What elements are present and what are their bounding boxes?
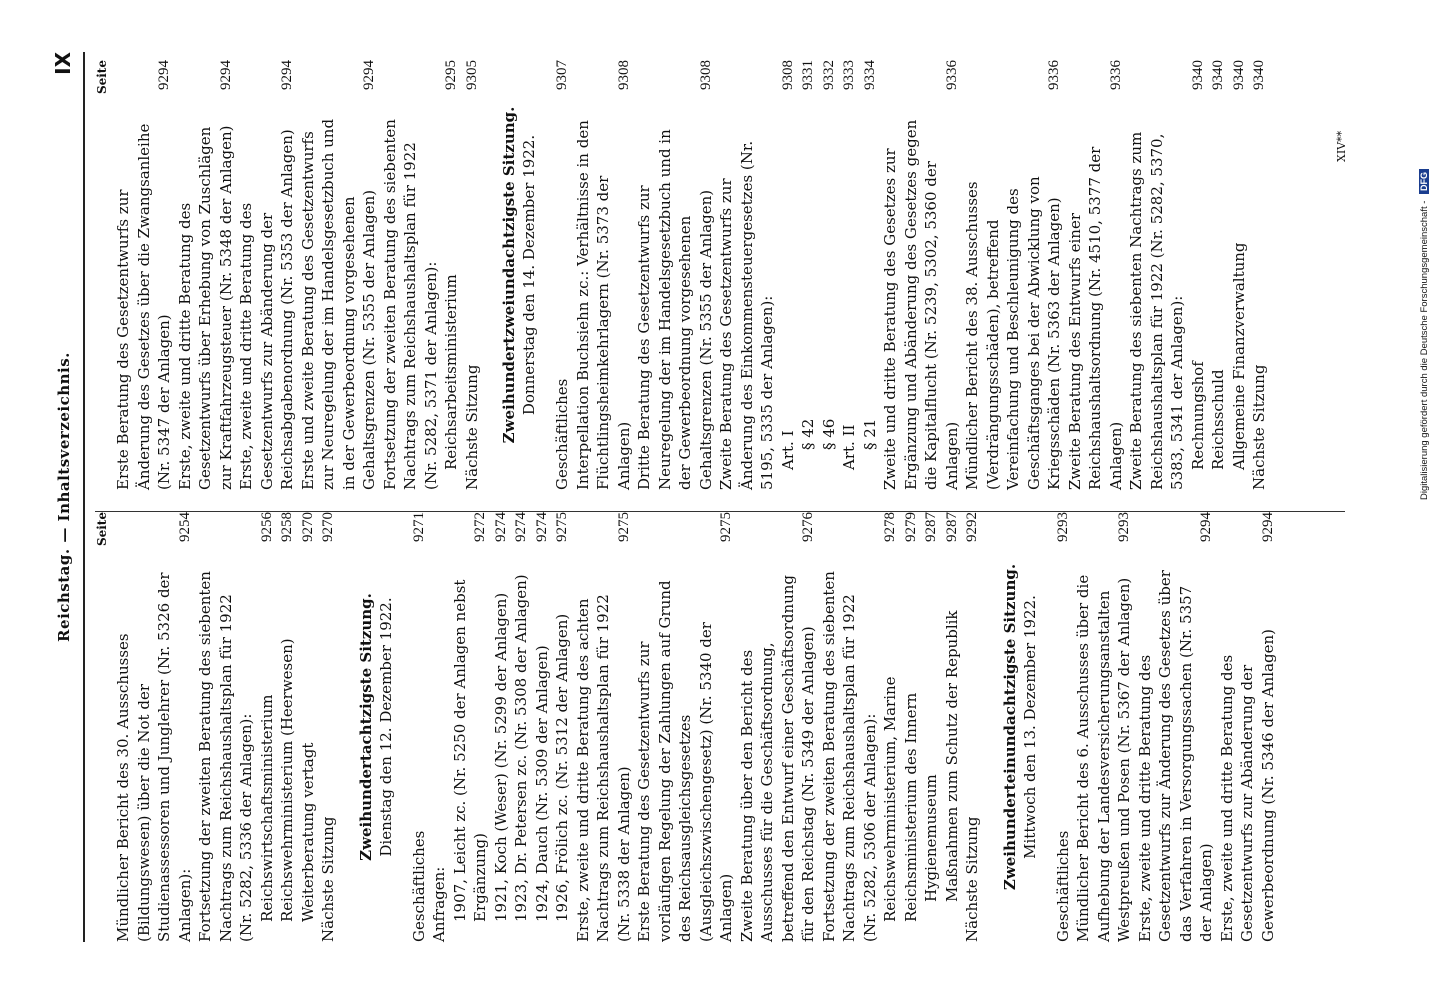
toc-page-number: 9276	[800, 512, 816, 542]
toc-entry	[113, 512, 195, 942]
toc-entry	[819, 60, 840, 490]
toc-entry	[532, 512, 553, 942]
session-heading: Zweihundertachtzigste Sitzung.	[356, 593, 375, 861]
toc-page-number: 9274	[492, 512, 509, 542]
toc-entry	[298, 60, 380, 490]
toc-page-number: 9279	[902, 512, 919, 542]
toc-entry-text: Geschäftliches	[409, 830, 428, 942]
toc-entry-text: Zweite Beratung des siebenten Nachtrags zum Reichshaushaltsplan für 1922 (Nr. 5282, 5370, 5383, 5341 der Anlagen):	[1127, 131, 1186, 490]
toc-entry	[1135, 512, 1217, 942]
toc-entry-text: Nächste Sitzung	[1250, 364, 1268, 490]
toc-entry-text: Erste, zweite und dritte Beratung des Gesetzentwurfs über Erhebung von Zuschlägen zur Kraftfahrzeugsteuer (Nr. 5348 der Anlagen)	[175, 125, 235, 490]
toc-entry	[1188, 60, 1209, 490]
toc-page-number: 9294	[217, 60, 234, 90]
toc-page-number: 9274	[533, 512, 550, 542]
toc-page-number: 9293	[1054, 512, 1071, 542]
toc-page-number: 9293	[1116, 512, 1132, 542]
toc-page-number: 9305	[463, 60, 480, 90]
toc-entry	[798, 60, 819, 490]
page-number: IX	[51, 52, 75, 75]
toc-page-number: 9274	[513, 512, 529, 542]
toc-entry	[839, 60, 860, 490]
toc-entry	[942, 512, 963, 942]
toc-entry	[552, 60, 573, 490]
toc-entry-text: Erste, zweite und dritte Beratung des Gesetzentwurfs zur Abänderung der Gewerbeordnung (Nr. 5346 der Anlagen)	[1217, 628, 1277, 942]
toc-page-number: 9294	[156, 60, 172, 90]
toc-entry	[573, 512, 635, 942]
toc-entry-text: Erste, zweite und dritte Beratung des Gesetzentwurfs zur Abänderung der Reichsabgabenordnung (Nr. 5353 der Anlagen)	[237, 129, 296, 490]
toc-entry-text: Reichswehrministerium, Marine	[881, 676, 899, 922]
toc-entry	[113, 60, 175, 490]
toc-entry-text: § 21	[860, 418, 879, 450]
toc-entry	[298, 512, 319, 942]
toc-entry-text: 1924, Dauch (Nr. 5309 der Anlagen)	[532, 645, 551, 922]
toc-entry	[880, 60, 962, 490]
toc-page-number: 9295	[443, 60, 459, 90]
column-page-label: Seite	[95, 512, 109, 547]
toc-entry-text: Reichswehrministerium (Heerwesen)	[278, 638, 296, 922]
toc-entry	[511, 512, 532, 942]
toc-entry	[462, 60, 483, 490]
toc-entry	[819, 512, 881, 942]
toc-page-number: 9308	[615, 60, 632, 90]
session-date: Donnerstag den 14. Dezember 1922.	[520, 134, 538, 416]
toc-entry	[429, 512, 450, 942]
dfg-logo: DFG	[1419, 169, 1429, 194]
toc-entry-text: Nächste Sitzung	[462, 364, 481, 490]
toc-entry-text: Zweite Beratung über den Bericht des Ausschusses für die Geschäftsordnung, betreffend den Entwurf einer Geschäftsordnung für den Reichstag (Nr. 5349 der Anlagen)	[737, 574, 817, 942]
session-date: Dienstag den 12. Dezember 1922.	[376, 597, 395, 857]
toc-page-number: 9294	[1259, 512, 1276, 542]
toc-page-number: 9278	[882, 512, 898, 542]
toc-entry	[236, 60, 298, 490]
toc-entry-text: Zweite Beratung des Entwurfs einer Reichshaushaltsordnung (Nr. 4510, 5377 der Anlagen)	[1065, 146, 1125, 490]
toc-entry-text: Reichsschuld	[1209, 369, 1227, 470]
toc-entry	[778, 60, 799, 490]
toc-entry	[634, 60, 716, 490]
column-divider	[95, 511, 1345, 512]
column-page-label: Seite	[95, 60, 109, 95]
toc-entry-text: Art. II	[840, 424, 858, 470]
toc-entry-text: 1921, Koch (Weser) (Nr. 5299 der Anlagen)	[491, 592, 510, 922]
toc-entry-text: Erste, zweite und dritte Beratung des achten Nachtrags zum Reichshaushaltsplan für 1922 (Nr. 5338 der Anlagen)	[573, 594, 633, 942]
toc-entry	[441, 60, 462, 490]
toc-entry-text: Dritte Beratung des Gesetzentwurfs zur Neuregelung der im Handelsgesetzbuch und in der Gewerbeordnung vorgesehenen Gehaltsgrenzen (Nr. 5355 der Anlagen)	[635, 129, 715, 490]
toc-entry	[1249, 60, 1270, 490]
toc-page-number: 9334	[861, 60, 878, 90]
toc-entry	[962, 512, 983, 942]
toc-page-number: 9271	[410, 512, 427, 542]
toc-entry-text: Maßnahmen zum Schutz der Republik	[942, 610, 961, 902]
toc-entry-text: § 42	[799, 418, 817, 450]
toc-page-number: 9307	[554, 60, 570, 90]
toc-page-number: 9336	[1107, 60, 1124, 90]
toc-entry-text: Allgemeine Finanzverwaltung	[1229, 242, 1248, 470]
toc-page-number: 9272	[472, 512, 488, 542]
toc-entry-text: Mündlicher Bericht des 38. Ausschusses (Verdrängungsschäden), betreffend Vereinfachung und Beschleunigung des Geschäftsganges bei der Abwicklung von Kriegsschäden (Nr. 5363 der Anlagen)	[963, 176, 1063, 490]
header-title: Reichstag. — Inhaltsverzeichnis.	[55, 352, 73, 642]
toc-entry-text: Erste, zweite und dritte Beratung des Gesetzentwurfs zur Änderung des Gesetzes über das Verfahren in Versorgungssachen (Nr. 5357 der Anlagen)	[1135, 570, 1215, 942]
digitization-sidebar	[1415, 0, 1434, 1000]
toc-page-number: 9258	[279, 512, 295, 542]
toc-entry	[1126, 60, 1188, 490]
toc-entry-text: Rechnungshof	[1188, 361, 1207, 470]
toc-entry-text: Hygienemuseum	[922, 774, 940, 902]
toc-entry-text: Geschäftliches	[1053, 830, 1072, 942]
toc-entry-text: Anfragen:	[430, 866, 448, 942]
toc-page-number: 9332	[820, 60, 837, 90]
toc-entry	[318, 512, 339, 942]
toc-page-number: 9331	[800, 60, 816, 90]
toc-entry	[962, 60, 1065, 490]
toc-entry-text: Reichsministerium des Innern	[901, 692, 920, 922]
toc-entry-text: Weiterberatung vertagt	[298, 742, 317, 922]
toc-page-number: 9333	[841, 60, 857, 90]
toc-page-number: 9340	[1230, 60, 1247, 90]
toc-entry-text: Mündlicher Bericht des 6. Ausschusses über die Aufhebung der Landesversicherungsanstalten Westpreußen und Posen (Nr. 5367 der Anlagen)	[1074, 574, 1133, 942]
toc-entry	[175, 60, 237, 490]
toc-entry-text: Reichsarbeitsministerium	[442, 274, 460, 470]
toc-entry	[921, 512, 942, 942]
toc-entry	[1208, 60, 1229, 490]
toc-entry-text: Mündlicher Bericht des 30. Ausschusses (Bildungswesen) über die Not der Studienassessoren und Junglehrer (Nr. 5326 der Anlagen):	[114, 572, 194, 942]
toc-entry-text: 1923, Dr. Petersen zc. (Nr. 5308 der Anlagen)	[512, 574, 530, 922]
signature-mark: XIV**	[1335, 130, 1348, 162]
toc-entry-text: 1907, Leicht zc. (Nr. 5250 der Anlagen nebst Ergänzung)	[450, 579, 489, 922]
toc-page-number: 9270	[320, 512, 336, 542]
toc-entry-text: 1926, Frölich zc. (Nr. 5312 der Anlagen)	[553, 613, 571, 922]
toc-entry-text: Nächste Sitzung	[319, 816, 337, 942]
toc-page-number: 9292	[964, 512, 980, 542]
toc-entry	[737, 512, 819, 942]
toc-entry	[552, 512, 573, 942]
toc-page-number: 9294	[279, 60, 295, 90]
toc-entry	[634, 512, 737, 942]
toc-entry-text: Interpellation Buchsiehn zc.: Verhältnisse in den Flüchtlingsheimkehrlagern (Nr. 5373 der Anlagen)	[573, 120, 633, 490]
session-heading: Zweihundertzweiundachtzigste Sitzung.	[500, 106, 518, 444]
toc-entry-text: Fortsetzung der zweiten Beratung des siebenten Nachtrags zum Reichshaushaltsplan für 1922 (Nr. 5282, 5336 der Anlagen):	[196, 571, 255, 942]
toc-page-number: 9340	[1210, 60, 1226, 90]
session-heading: Zweihunderteinundachtzigste Sitzung.	[1000, 563, 1019, 891]
toc-column-left	[95, 512, 1278, 942]
toc-entry	[1073, 512, 1135, 942]
toc-page-number: 9294	[361, 60, 377, 90]
toc-entry	[195, 512, 257, 942]
toc-entry-text: Zweite und dritte Beratung des Gesetzes zur Ergänzung und Abänderung des Gesetzes gegen die Kapitalflucht (Nr. 5239, 5302, 5360 der Anlagen)	[881, 119, 961, 490]
toc-entry	[716, 60, 778, 490]
toc-entry	[860, 60, 881, 490]
toc-entry-text: Zweite Beratung des Gesetzentwurfs zur Änderung des Einkommensteuergesetzes (Nr. 5195, 5335 der Anlagen):	[717, 140, 776, 490]
toc-page-number: 9256	[258, 512, 275, 542]
toc-page-number: 9275	[554, 512, 570, 542]
toc-entry	[573, 60, 635, 490]
toc-page-number: 9287	[923, 512, 939, 542]
toc-entry	[1065, 60, 1127, 490]
running-header	[51, 52, 85, 942]
toc-entry	[1229, 60, 1250, 490]
toc-entry	[277, 512, 298, 942]
toc-page-number: 9275	[718, 512, 734, 542]
toc-entry	[380, 60, 442, 490]
toc-entry-text: Erste Beratung des Gesetzentwurfs zur Änderung des Gesetzes über die Zwangsanleihe (Nr. 5347 der Anlagen)	[114, 123, 173, 490]
toc-page-number: 9336	[1046, 60, 1062, 90]
toc-entry-text: Erste und zweite Beratung des Gesetzentwurfs zur Neuregelung der im Handelsgesetzbuch und in der Gewerbeordnung vorgesehenen Gehaltsgrenzen (Nr. 5355 der Anlagen)	[298, 118, 378, 490]
toc-entry-text: Geschäftliches	[553, 378, 571, 490]
toc-entry-text: § 46	[819, 418, 838, 450]
sidebar-note: Digitalisierung gefördert durch die Deutsche Forschungsgemeinschaft -	[1419, 200, 1430, 500]
toc-page-number: 9340	[1189, 60, 1206, 90]
toc-entry	[901, 512, 922, 942]
toc-page-number: 9294	[1198, 512, 1214, 542]
toc-entry	[257, 512, 278, 942]
toc-page-number: 9275	[615, 512, 632, 542]
toc-page-number: 9308	[697, 60, 714, 90]
toc-entry	[450, 512, 491, 942]
toc-entry	[491, 512, 512, 942]
toc-entry-text: Nächste Sitzung	[963, 816, 981, 942]
toc-page-number: 9287	[943, 512, 960, 542]
toc-entry	[1053, 512, 1074, 942]
toc-page-number: 9270	[299, 512, 316, 542]
toc-entry	[880, 512, 901, 942]
toc-entry	[409, 512, 430, 942]
toc-page-number: 9308	[779, 60, 796, 90]
toc-page-number: 9254	[176, 512, 193, 542]
toc-entry-text: Fortsetzung der zweiten Beratung des siebenten Nachtrags zum Reichshaushaltsplan für 1922 (Nr. 5282, 5371 der Anlagen):	[380, 119, 440, 490]
session-date: Mittwoch den 13. Dezember 1922.	[1020, 595, 1039, 859]
toc-entry	[1217, 512, 1279, 942]
toc-column-right	[95, 60, 1270, 490]
toc-entry-text: Art. I	[778, 430, 797, 470]
toc-page-number: 9340	[1251, 60, 1267, 90]
toc-page-number: 9336	[943, 60, 960, 90]
toc-entry-text: Fortsetzung der zweiten Beratung des siebenten Nachtrags zum Reichshaushaltsplan für 1922 (Nr. 5282, 5306 der Anlagen):	[819, 571, 879, 942]
toc-entry-text: Erste Beratung des Gesetzentwurfs zur vorläufigen Regelung der Zahlungen auf Grund des Reichsausgleichsgesetzes (Ausgleichszwischengesetz) (Nr. 5340 der Anlagen)	[635, 580, 735, 942]
toc-entry-text: Reichswirtschaftsministerium	[257, 694, 276, 922]
